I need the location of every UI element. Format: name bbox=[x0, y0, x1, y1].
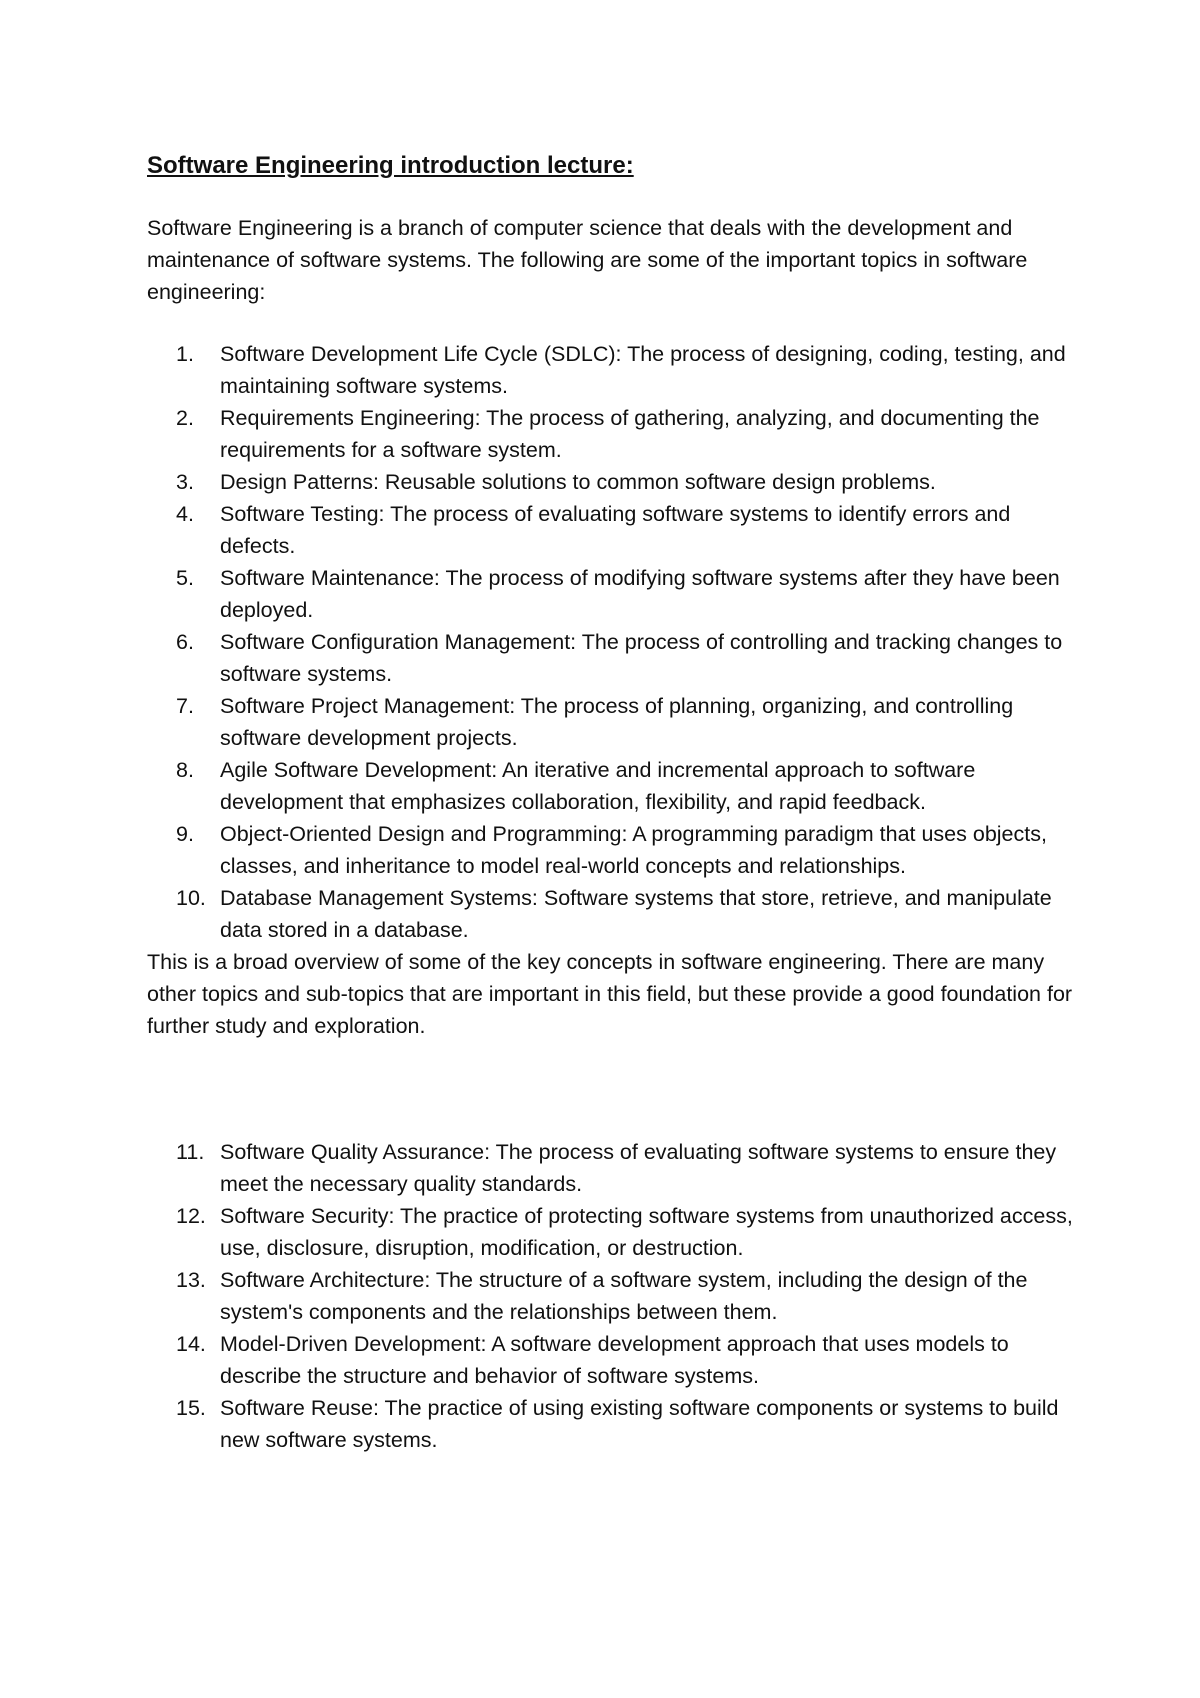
list-item-text: Database Management Systems: Software systems that store, retrieve, and manipulate data stored in a database. bbox=[220, 886, 1052, 942]
list-item-text: Software Configuration Management: The process of controlling and tracking changes to software systems. bbox=[220, 630, 1063, 686]
intro-paragraph: Software Engineering is a branch of computer science that deals with the development and maintenance of software systems. The following are some of the important topics in software engineering: bbox=[147, 216, 1028, 304]
list-item-text: Model-Driven Development: A software development approach that uses models to describe the structure and behavior of software systems. bbox=[220, 1332, 1009, 1388]
list-item-text: Software Quality Assurance: The process of evaluating software systems to ensure they meet the necessary quality standards. bbox=[220, 1140, 1057, 1196]
list-item bbox=[147, 1200, 1077, 1264]
list-item bbox=[147, 1328, 1077, 1392]
list-item-number: 12. bbox=[176, 1204, 206, 1228]
list-item-text: Software Development Life Cycle (SDLC): The process of designing, coding, testing, and maintaining software systems. bbox=[220, 342, 1066, 398]
topics-list-second bbox=[147, 1136, 1077, 1456]
list-item bbox=[147, 754, 1077, 818]
list-item-number: 15. bbox=[176, 1396, 206, 1420]
list-item-text: Agile Software Development: An iterative and incremental approach to software development that emphasizes collaboration, flexibility, and rapid feedback. bbox=[220, 758, 976, 814]
list-item-number: 13. bbox=[176, 1268, 206, 1292]
list-item-text: Object-Oriented Design and Programming: A programming paradigm that uses objects, classes, and inheritance to model real-world concepts and relationships. bbox=[220, 822, 1047, 878]
list-item-number: 9. bbox=[176, 822, 194, 846]
list-item bbox=[147, 818, 1077, 882]
list-item bbox=[147, 1392, 1077, 1456]
list-item bbox=[147, 1264, 1077, 1328]
list-item-number: 11. bbox=[176, 1140, 205, 1164]
list-item-number: 10. bbox=[176, 886, 206, 910]
list-item bbox=[147, 882, 1077, 946]
list-item-number: 6. bbox=[176, 630, 194, 654]
list-item bbox=[147, 690, 1077, 754]
list-item-text: Software Maintenance: The process of modifying software systems after they have been deployed. bbox=[220, 566, 1060, 622]
list-item-text: Software Reuse: The practice of using existing software components or systems to build new software systems. bbox=[220, 1396, 1059, 1452]
list-item bbox=[147, 626, 1077, 690]
list-item bbox=[147, 466, 1077, 498]
list-item-text: Software Testing: The process of evaluating software systems to identify errors and defects. bbox=[220, 502, 1011, 558]
list-item-number: 3. bbox=[176, 470, 194, 494]
list-item-number: 14. bbox=[176, 1332, 206, 1356]
topics-list-first bbox=[147, 338, 1077, 946]
list-item bbox=[147, 402, 1077, 466]
list-item-number: 2. bbox=[176, 406, 194, 430]
list-item-number: 7. bbox=[176, 694, 194, 718]
list-item bbox=[147, 338, 1077, 402]
list-item bbox=[147, 562, 1077, 626]
document-content bbox=[147, 150, 1077, 1456]
list-item-text: Software Architecture: The structure of a software system, including the design of the system's components and the relationships between them. bbox=[220, 1268, 1028, 1324]
document-title: Software Engineering introduction lecture: bbox=[147, 152, 634, 179]
list-item-text: Design Patterns: Reusable solutions to common software design problems. bbox=[220, 470, 936, 494]
list-item-text: Software Security: The practice of protecting software systems from unauthorized access, use, disclosure, disruption, modification, or destruction. bbox=[220, 1204, 1073, 1260]
list-item-number: 5. bbox=[176, 566, 194, 590]
list-item-number: 1. bbox=[176, 342, 194, 366]
list-item-text: Requirements Engineering: The process of gathering, analyzing, and documenting the requirements for a software system. bbox=[220, 406, 1040, 462]
list-item-number: 4. bbox=[176, 502, 194, 526]
list-item bbox=[147, 498, 1077, 562]
list-item bbox=[147, 1136, 1077, 1200]
outro-paragraph: This is a broad overview of some of the key concepts in software engineering. There are many other topics and sub-topics that are important in this field, but these provide a good foundation for further study and exploration. bbox=[147, 950, 1073, 1038]
list-item-number: 8. bbox=[176, 758, 194, 782]
list-item-text: Software Project Management: The process of planning, organizing, and controlling software development projects. bbox=[220, 694, 1014, 750]
